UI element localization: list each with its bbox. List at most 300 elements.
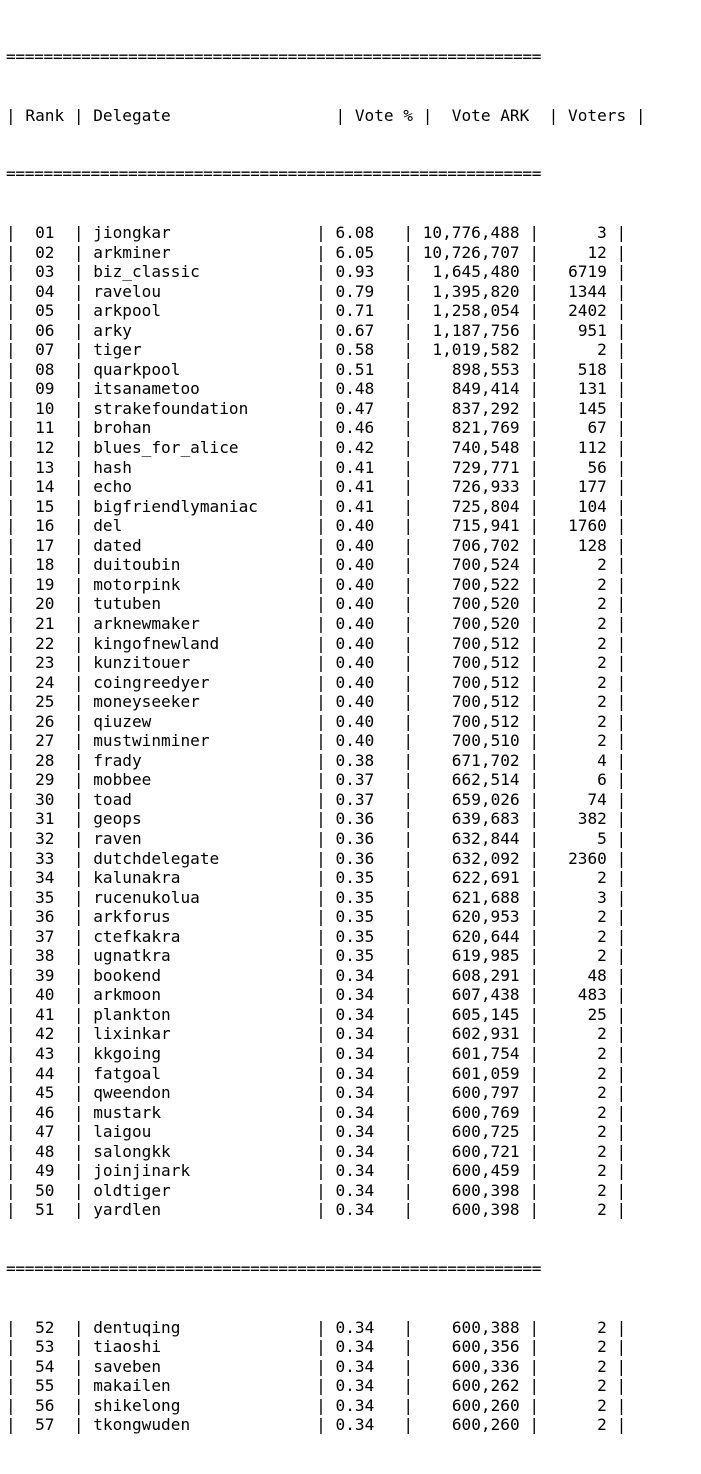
table-top-border: ========================================================= <box>6 47 542 67</box>
vote-ark-cell: 10,776,488 <box>422 223 520 243</box>
table-row: | 54 | saveben | 0.34 | 600,336 | 2 | <box>6 1356 627 1376</box>
rank-cell: 32 <box>35 828 55 848</box>
vote-pct-cell: 0.79 <box>335 281 375 301</box>
vote-pct-cell: 0.40 <box>335 653 375 673</box>
voters-cell: 4 <box>597 750 607 770</box>
rank-cell: 49 <box>35 1161 55 1181</box>
vote-pct-cell: 0.35 <box>335 907 375 927</box>
delegate-cell: mustwinminer <box>93 731 210 751</box>
vote-ark-cell: 600,388 <box>451 1317 520 1337</box>
rank-cell: 29 <box>35 770 55 790</box>
delegate-cell: arky <box>93 320 132 340</box>
table-row: | 34 | kalunakra | 0.35 | 622,691 | 2 | <box>6 868 627 888</box>
delegate-cell: salongkk <box>93 1141 171 1161</box>
voters-cell: 56 <box>587 457 607 477</box>
delegate-cell: strakefoundation <box>93 398 249 418</box>
table-row: | 47 | laigou | 0.34 | 600,725 | 2 | <box>6 1122 627 1142</box>
table-row: | 08 | quarkpool | 0.51 | 898,553 | 518 | <box>6 359 627 379</box>
vote-pct-cell: 0.34 <box>335 965 375 985</box>
delegate-cell: duitoubin <box>93 555 181 575</box>
table-row: | 49 | joinjinark | 0.34 | 600,459 | 2 | <box>6 1161 627 1181</box>
table-row: | 35 | rucenukolua | 0.35 | 621,688 | 3 | <box>6 887 627 907</box>
delegate-cell: qiuzew <box>93 711 152 731</box>
vote-pct-cell: 0.47 <box>335 398 375 418</box>
delegate-cell: shikelong <box>93 1395 181 1415</box>
vote-ark-cell: 700,512 <box>451 653 520 673</box>
rank-cell: 54 <box>35 1356 55 1376</box>
table-row: | 23 | kunzitouer | 0.40 | 700,512 | 2 | <box>6 653 627 673</box>
delegate-cell: echo <box>93 477 132 497</box>
vote-ark-cell: 715,941 <box>451 516 520 536</box>
vote-ark-cell: 600,459 <box>451 1161 520 1181</box>
vote-pct-cell: 0.40 <box>335 711 375 731</box>
voters-cell: 2 <box>597 868 607 888</box>
table-row: | 57 | tkongwuden | 0.34 | 600,260 | 2 | <box>6 1415 627 1435</box>
table-row: | 25 | moneyseeker | 0.40 | 700,512 | 2 | <box>6 692 627 712</box>
vote-pct-cell: 0.34 <box>335 1395 375 1415</box>
delegate-cell: bigfriendlymaniac <box>93 496 258 516</box>
delegate-cell: mobbee <box>93 770 152 790</box>
voters-cell: 128 <box>577 535 607 555</box>
vote-pct-cell: 6.05 <box>335 242 375 262</box>
rank-cell: 46 <box>35 1102 55 1122</box>
voters-cell: 2 <box>597 692 607 712</box>
vote-ark-cell: 622,691 <box>451 868 520 888</box>
rank-cell: 03 <box>35 262 55 282</box>
rank-cell: 11 <box>35 418 55 438</box>
table-row: | 48 | salongkk | 0.34 | 600,721 | 2 | <box>6 1141 627 1161</box>
vote-ark-cell: 600,260 <box>451 1415 520 1435</box>
vote-pct-cell: 0.71 <box>335 301 375 321</box>
table-row: | 29 | mobbee | 0.37 | 662,514 | 6 | <box>6 770 627 790</box>
vote-pct-cell: 0.37 <box>335 770 375 790</box>
vote-ark-cell: 706,702 <box>451 535 520 555</box>
vote-ark-cell: 700,522 <box>451 574 520 594</box>
delegate-cell: dated <box>93 535 142 555</box>
vote-pct-cell: 0.35 <box>335 926 375 946</box>
delegate-cell: frady <box>93 750 142 770</box>
vote-ark-cell: 700,520 <box>451 613 520 633</box>
vote-ark-cell: 600,356 <box>451 1337 520 1357</box>
rank-cell: 52 <box>35 1317 55 1337</box>
table-row: | 05 | arkpool | 0.71 | 1,258,054 | 2402 | <box>6 301 627 321</box>
voters-cell: 2 <box>597 633 607 653</box>
table-row: | 43 | kkgoing | 0.34 | 601,754 | 2 | <box>6 1043 627 1063</box>
rank-cell: 05 <box>35 301 55 321</box>
vote-ark-cell: 837,292 <box>451 398 520 418</box>
table-row: | 11 | brohan | 0.46 | 821,769 | 67 | <box>6 418 627 438</box>
table-row: | 06 | arky | 0.67 | 1,187,756 | 951 | <box>6 320 627 340</box>
vote-ark-cell: 600,398 <box>451 1180 520 1200</box>
rank-cell: 30 <box>35 789 55 809</box>
rank-cell: 56 <box>35 1395 55 1415</box>
delegate-cell: arkmoon <box>93 985 162 1005</box>
rank-cell: 51 <box>35 1200 55 1220</box>
voters-cell: 2 <box>597 574 607 594</box>
delegate-cell: oldtiger <box>93 1180 171 1200</box>
table-row: | 20 | tutuben | 0.40 | 700,520 | 2 | <box>6 594 627 614</box>
voters-cell: 2 <box>597 594 607 614</box>
voters-cell: 112 <box>577 438 607 458</box>
rank-cell: 09 <box>35 379 55 399</box>
table-row: | 10 | strakefoundation | 0.47 | 837,292 | 145 | <box>6 398 627 418</box>
vote-pct-cell: 0.40 <box>335 555 375 575</box>
table-row: | 44 | fatgoal | 0.34 | 601,059 | 2 | <box>6 1063 627 1083</box>
rank-cell: 43 <box>35 1043 55 1063</box>
voters-cell: 2 <box>597 946 607 966</box>
vote-pct-cell: 0.36 <box>335 848 375 868</box>
table-row: | 04 | ravelou | 0.79 | 1,395,820 | 1344 | <box>6 281 627 301</box>
vote-pct-cell: 0.51 <box>335 359 375 379</box>
vote-ark-cell: 700,512 <box>451 672 520 692</box>
vote-ark-cell: 600,769 <box>451 1102 520 1122</box>
delegate-cell: rucenukolua <box>93 887 200 907</box>
rank-cell: 17 <box>35 535 55 555</box>
vote-ark-cell: 620,953 <box>451 907 520 927</box>
delegate-cell: itsanametoo <box>93 379 200 399</box>
vote-pct-cell: 0.34 <box>335 1122 375 1142</box>
table-row: | 19 | motorpink | 0.40 | 700,522 | 2 | <box>6 574 627 594</box>
voters-cell: 2 <box>597 672 607 692</box>
vote-ark-cell: 1,395,820 <box>432 281 520 301</box>
voters-cell: 177 <box>577 477 607 497</box>
rank-cell: 53 <box>35 1337 55 1357</box>
vote-pct-cell: 0.34 <box>335 1415 375 1435</box>
table-row: | 14 | echo | 0.41 | 726,933 | 177 | <box>6 477 627 497</box>
voters-cell: 74 <box>587 789 607 809</box>
forging-delegates-section <box>6 223 646 1220</box>
delegate-cell: ravelou <box>93 281 162 301</box>
voters-cell: 2 <box>597 1200 607 1220</box>
voters-cell: 25 <box>587 1004 607 1024</box>
table-row: | 15 | bigfriendlymaniac | 0.41 | 725,804 | 104 | <box>6 496 627 516</box>
vote-pct-cell: 0.36 <box>335 809 375 829</box>
rank-cell: 38 <box>35 946 55 966</box>
rank-cell: 48 <box>35 1141 55 1161</box>
rank-cell: 27 <box>35 731 55 751</box>
rank-cell: 20 <box>35 594 55 614</box>
delegate-cell: kunzitouer <box>93 653 191 673</box>
delegate-cell: del <box>93 516 123 536</box>
table-row: | 56 | shikelong | 0.34 | 600,260 | 2 | <box>6 1395 627 1415</box>
vote-pct-cell: 0.40 <box>335 692 375 712</box>
voters-cell: 12 <box>587 242 607 262</box>
table-row: | 02 | arkminer | 6.05 | 10,726,707 | 12 | <box>6 242 627 262</box>
voters-cell: 1344 <box>568 281 607 301</box>
delegate-cell: ugnatkra <box>93 946 171 966</box>
table-row: | 09 | itsanametoo | 0.48 | 849,414 | 131 | <box>6 379 627 399</box>
vote-pct-cell: 0.35 <box>335 887 375 907</box>
vote-ark-cell: 608,291 <box>451 965 520 985</box>
table-row: | 52 | dentuqing | 0.34 | 600,388 | 2 | <box>6 1317 627 1337</box>
table-row: | 33 | dutchdelegate | 0.36 | 632,092 | 2360 | <box>6 848 627 868</box>
vote-ark-cell: 740,548 <box>451 438 520 458</box>
delegate-cell: tiger <box>93 340 142 360</box>
delegate-cell: arkforus <box>93 907 171 927</box>
delegate-cell: kkgoing <box>93 1043 162 1063</box>
vote-pct-cell: 0.34 <box>335 1200 375 1220</box>
vote-pct-cell: 0.40 <box>335 535 375 555</box>
vote-pct-cell: 0.36 <box>335 828 375 848</box>
rank-cell: 35 <box>35 887 55 907</box>
delegate-cell: moneyseeker <box>93 692 200 712</box>
vote-ark-cell: 607,438 <box>451 985 520 1005</box>
voters-cell: 67 <box>587 418 607 438</box>
table-row: | 53 | tiaoshi | 0.34 | 600,356 | 2 | <box>6 1337 627 1357</box>
rank-cell: 55 <box>35 1376 55 1396</box>
rank-cell: 23 <box>35 653 55 673</box>
vote-ark-cell: 1,019,582 <box>432 340 520 360</box>
table-row: | 03 | biz_classic | 0.93 | 1,645,480 | 6719 | <box>6 262 627 282</box>
table-row: | 07 | tiger | 0.58 | 1,019,582 | 2 | <box>6 340 627 360</box>
vote-pct-cell: 0.34 <box>335 1356 375 1376</box>
rank-cell: 47 <box>35 1122 55 1142</box>
rank-cell: 41 <box>35 1004 55 1024</box>
voters-cell: 2 <box>597 711 607 731</box>
voters-cell: 2 <box>597 1141 607 1161</box>
vote-pct-cell: 0.34 <box>335 1004 375 1024</box>
voters-cell: 2 <box>597 340 607 360</box>
voters-cell: 2 <box>597 653 607 673</box>
table-row: | 42 | lixinkar | 0.34 | 602,931 | 2 | <box>6 1024 627 1044</box>
vote-pct-cell: 0.40 <box>335 594 375 614</box>
vote-ark-cell: 662,514 <box>451 770 520 790</box>
forging-standby-divider: ========================================================= <box>6 1259 542 1278</box>
rank-cell: 31 <box>35 809 55 829</box>
vote-ark-cell: 849,414 <box>451 379 520 399</box>
voters-cell: 131 <box>577 379 607 399</box>
delegate-cell: laigou <box>93 1122 152 1142</box>
rank-cell: 50 <box>35 1180 55 1200</box>
vote-ark-cell: 621,688 <box>451 887 520 907</box>
voters-cell: 518 <box>577 359 607 379</box>
vote-pct-cell: 0.41 <box>335 496 375 516</box>
vote-ark-cell: 639,683 <box>451 809 520 829</box>
voters-cell: 2 <box>597 1043 607 1063</box>
vote-pct-cell: 0.35 <box>335 946 375 966</box>
voters-cell: 483 <box>577 985 607 1005</box>
voters-cell: 2 <box>597 1376 607 1396</box>
table-row: | 01 | jiongkar | 6.08 | 10,776,488 | 3 | <box>6 223 627 243</box>
vote-ark-cell: 601,059 <box>451 1063 520 1083</box>
vote-pct-cell: 0.40 <box>335 613 375 633</box>
delegate-cell: arknewmaker <box>93 613 200 633</box>
voters-cell: 6 <box>597 770 607 790</box>
header-vote-pct: Vote % <box>354 105 413 125</box>
vote-pct-cell: 0.40 <box>335 516 375 536</box>
table-row: | 41 | plankton | 0.34 | 605,145 | 25 | <box>6 1004 627 1024</box>
delegate-cell: tiaoshi <box>93 1337 162 1357</box>
delegate-cell: kingofnewland <box>93 633 220 653</box>
voters-cell: 2 <box>597 1122 607 1142</box>
delegate-cell: coingreedyer <box>93 672 210 692</box>
vote-ark-cell: 605,145 <box>451 1004 520 1024</box>
table-header-row: | Rank | Delegate | Vote % | Vote ARK | Voters | <box>6 105 646 125</box>
table-row: | 31 | geops | 0.36 | 639,683 | 382 | <box>6 809 627 829</box>
voters-cell: 104 <box>577 496 607 516</box>
rank-cell: 14 <box>35 477 55 497</box>
rank-cell: 33 <box>35 848 55 868</box>
rank-cell: 10 <box>35 398 55 418</box>
voters-cell: 2 <box>597 1161 607 1181</box>
vote-ark-cell: 600,336 <box>451 1356 520 1376</box>
voters-cell: 2 <box>597 1063 607 1083</box>
delegate-cell: bookend <box>93 965 162 985</box>
vote-pct-cell: 0.34 <box>335 1063 375 1083</box>
vote-ark-cell: 602,931 <box>451 1024 520 1044</box>
vote-pct-cell: 0.34 <box>335 1024 375 1044</box>
rank-cell: 57 <box>35 1415 55 1435</box>
vote-ark-cell: 700,520 <box>451 594 520 614</box>
voters-cell: 145 <box>577 398 607 418</box>
delegate-cell: joinjinark <box>93 1161 191 1181</box>
table-row: | 51 | yardlen | 0.34 | 600,398 | 2 | <box>6 1200 627 1220</box>
vote-ark-cell: 600,797 <box>451 1083 520 1103</box>
table-row: | 17 | dated | 0.40 | 706,702 | 128 | <box>6 535 627 555</box>
voters-cell: 951 <box>577 320 607 340</box>
rank-cell: 28 <box>35 750 55 770</box>
rank-cell: 06 <box>35 320 55 340</box>
rank-cell: 25 <box>35 692 55 712</box>
rank-cell: 21 <box>35 613 55 633</box>
delegate-cell: ctefkakra <box>93 926 181 946</box>
vote-pct-cell: 0.34 <box>335 1141 375 1161</box>
rank-cell: 16 <box>35 516 55 536</box>
table-row: | 27 | mustwinminer | 0.40 | 700,510 | 2 | <box>6 731 627 751</box>
table-row: | 13 | hash | 0.41 | 729,771 | 56 | <box>6 457 627 477</box>
delegate-cell: brohan <box>93 418 152 438</box>
vote-ark-cell: 600,260 <box>451 1395 520 1415</box>
voters-cell: 3 <box>597 223 607 243</box>
voters-cell: 2 <box>597 1415 607 1435</box>
vote-ark-cell: 898,553 <box>451 359 520 379</box>
rank-cell: 12 <box>35 438 55 458</box>
rank-cell: 04 <box>35 281 55 301</box>
vote-pct-cell: 0.34 <box>335 1337 375 1357</box>
voters-cell: 3 <box>597 887 607 907</box>
voters-cell: 2 <box>597 731 607 751</box>
vote-ark-cell: 619,985 <box>451 946 520 966</box>
table-row: | 30 | toad | 0.37 | 659,026 | 74 | <box>6 789 627 809</box>
rank-cell: 02 <box>35 242 55 262</box>
vote-pct-cell: 0.34 <box>335 1083 375 1103</box>
rank-cell: 08 <box>35 359 55 379</box>
vote-ark-cell: 1,187,756 <box>432 320 520 340</box>
vote-pct-cell: 0.37 <box>335 789 375 809</box>
header-delegate: Delegate <box>93 105 171 125</box>
table-row: | 22 | kingofnewland | 0.40 | 700,512 | 2 | <box>6 633 627 653</box>
table-row: | 32 | raven | 0.36 | 632,844 | 5 | <box>6 828 627 848</box>
rank-cell: 34 <box>35 868 55 888</box>
vote-pct-cell: 0.34 <box>335 1180 375 1200</box>
delegate-cell: dentuqing <box>93 1317 181 1337</box>
vote-pct-cell: 0.40 <box>335 672 375 692</box>
vote-ark-cell: 700,512 <box>451 633 520 653</box>
voters-cell: 2 <box>597 1102 607 1122</box>
vote-pct-cell: 0.42 <box>335 438 375 458</box>
voters-cell: 2360 <box>568 848 607 868</box>
header-voters: Voters <box>568 105 627 125</box>
vote-pct-cell: 0.34 <box>335 985 375 1005</box>
table-row: | 40 | arkmoon | 0.34 | 607,438 | 483 | <box>6 985 627 1005</box>
table-header-border: ========================================================= <box>6 164 542 184</box>
rank-cell: 19 <box>35 574 55 594</box>
vote-pct-cell: 0.58 <box>335 340 375 360</box>
voters-cell: 2 <box>597 555 607 575</box>
vote-pct-cell: 0.35 <box>335 868 375 888</box>
vote-ark-cell: 659,026 <box>451 789 520 809</box>
delegate-cell: kalunakra <box>93 868 181 888</box>
delegate-cell: plankton <box>93 1004 171 1024</box>
rank-cell: 44 <box>35 1063 55 1083</box>
delegate-cell: toad <box>93 789 132 809</box>
delegate-cell: fatgoal <box>93 1063 162 1083</box>
table-row: | 45 | qweendon | 0.34 | 600,797 | 2 | <box>6 1083 627 1103</box>
rank-cell: 24 <box>35 672 55 692</box>
voters-cell: 2 <box>597 1083 607 1103</box>
vote-pct-cell: 0.34 <box>335 1376 375 1396</box>
delegate-cell: jiongkar <box>93 223 171 243</box>
delegate-cell: geops <box>93 809 142 829</box>
vote-ark-cell: 632,844 <box>451 828 520 848</box>
vote-ark-cell: 600,725 <box>451 1122 520 1142</box>
delegate-cell: arkpool <box>93 301 162 321</box>
vote-ark-cell: 620,644 <box>451 926 520 946</box>
delegate-cell: yardlen <box>93 1200 162 1220</box>
rank-cell: 37 <box>35 926 55 946</box>
vote-ark-cell: 632,092 <box>451 848 520 868</box>
table-row: | 50 | oldtiger | 0.34 | 600,398 | 2 | <box>6 1180 627 1200</box>
table-row: | 18 | duitoubin | 0.40 | 700,524 | 2 | <box>6 555 627 575</box>
voters-cell: 2402 <box>568 301 607 321</box>
table-row: | 46 | mustark | 0.34 | 600,769 | 2 | <box>6 1102 627 1122</box>
delegate-cell: makailen <box>93 1376 171 1396</box>
delegate-cell: hash <box>93 457 132 477</box>
delegate-cell: mustark <box>93 1102 162 1122</box>
voters-cell: 1760 <box>568 516 607 536</box>
rank-cell: 45 <box>35 1083 55 1103</box>
table-row: | 36 | arkforus | 0.35 | 620,953 | 2 | <box>6 907 627 927</box>
table-row: | 21 | arknewmaker | 0.40 | 700,520 | 2 | <box>6 613 627 633</box>
standby-delegates-section <box>6 1318 646 1435</box>
rank-cell: 39 <box>35 965 55 985</box>
voters-cell: 2 <box>597 907 607 927</box>
rank-cell: 36 <box>35 907 55 927</box>
vote-pct-cell: 0.34 <box>335 1317 375 1337</box>
voters-cell: 2 <box>597 926 607 946</box>
voters-cell: 2 <box>597 1180 607 1200</box>
table-row: | 16 | del | 0.40 | 715,941 | 1760 | <box>6 516 627 536</box>
vote-ark-cell: 700,512 <box>451 692 520 712</box>
vote-ark-cell: 729,771 <box>451 457 520 477</box>
table-row: | 26 | qiuzew | 0.40 | 700,512 | 2 | <box>6 711 627 731</box>
voters-cell: 48 <box>587 965 607 985</box>
table-row: | 24 | coingreedyer | 0.40 | 700,512 | 2 | <box>6 672 627 692</box>
rank-cell: 07 <box>35 340 55 360</box>
vote-pct-cell: 0.40 <box>335 574 375 594</box>
rank-cell: 40 <box>35 985 55 1005</box>
delegate-table <box>6 8 646 1474</box>
voters-cell: 5 <box>597 828 607 848</box>
header-rank: Rank <box>25 105 65 125</box>
table-row: | 28 | frady | 0.38 | 671,702 | 4 | <box>6 750 627 770</box>
table-row: | 38 | ugnatkra | 0.35 | 619,985 | 2 | <box>6 946 627 966</box>
header-vote-ark: Vote ARK <box>451 105 530 125</box>
vote-pct-cell: 0.34 <box>335 1161 375 1181</box>
vote-ark-cell: 1,258,054 <box>432 301 520 321</box>
vote-ark-cell: 600,262 <box>451 1376 520 1396</box>
vote-ark-cell: 700,512 <box>451 711 520 731</box>
